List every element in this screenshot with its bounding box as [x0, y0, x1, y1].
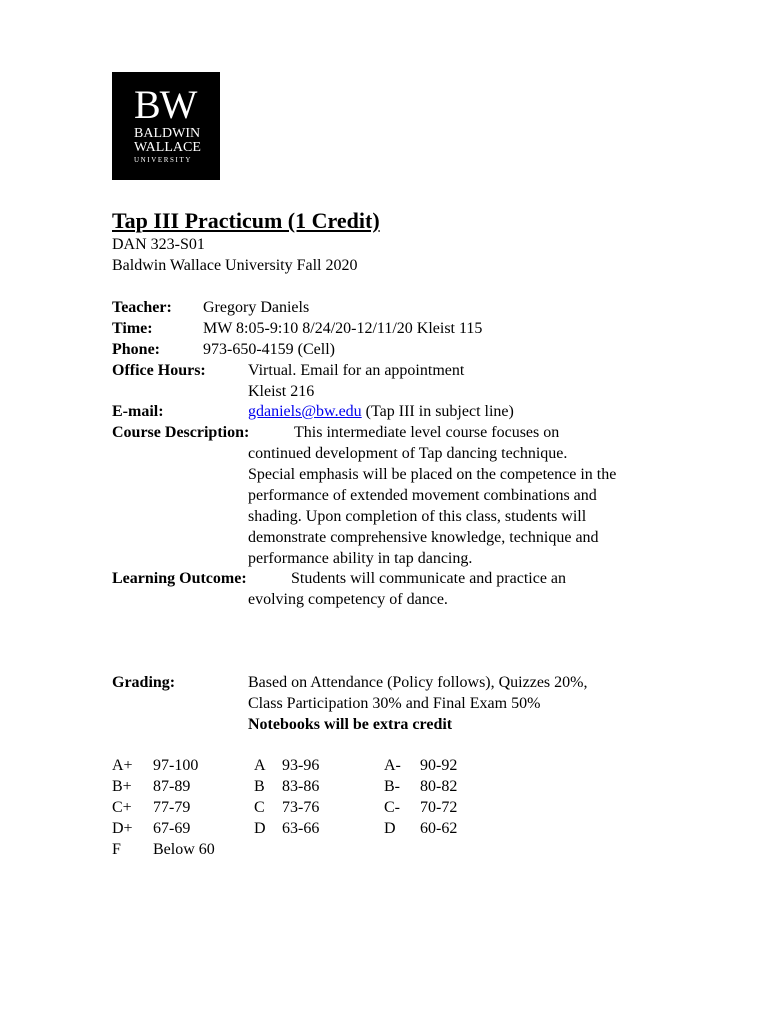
grade-range: 87-89: [153, 778, 191, 795]
description-line-2: continued development of Tap dancing technique.: [248, 445, 568, 462]
grade-letter: A-: [384, 757, 401, 774]
grade-letter: B-: [384, 778, 400, 795]
outcome-line-1: Students will communicate and practice an: [291, 570, 567, 587]
grade-range: 77-79: [153, 799, 191, 816]
phone-value: 973-650-4159 (Cell): [203, 341, 335, 358]
course-title: Tap III Practicum (1 Credit): [112, 208, 380, 233]
grade-letter: B+: [112, 778, 132, 795]
office-hours-label: Office Hours:: [112, 362, 206, 379]
grade-range: 67-69: [153, 820, 191, 837]
office-hours-value: Virtual. Email for an appointment: [248, 362, 465, 379]
email-label: E-mail:: [112, 403, 164, 420]
description-line-5: shading. Upon completion of this class, students will: [248, 508, 587, 525]
grade-range: 60-62: [420, 820, 458, 837]
grade-range: 63-66: [282, 820, 320, 837]
course-description-label: Course Description:: [112, 424, 250, 441]
course-code: DAN 323-S01: [112, 236, 205, 253]
grading-line-1: Based on Attendance (Policy follows), Quizzes 20%,: [248, 674, 588, 691]
grade-range: 73-76: [282, 799, 320, 816]
phone-label: Phone:: [112, 341, 160, 358]
grade-range: 80-82: [420, 778, 458, 795]
grade-letter: B: [254, 778, 265, 795]
email-link[interactable]: gdaniels@bw.edu: [248, 403, 362, 420]
description-line-4: performance of extended movement combinations and: [248, 487, 597, 504]
grade-range: 83-86: [282, 778, 320, 795]
learning-outcome-label: Learning Outcome:: [112, 570, 247, 587]
course-term: Baldwin Wallace University Fall 2020: [112, 257, 358, 274]
description-line-3: Special emphasis will be placed on the competence in the: [248, 466, 617, 483]
grade-letter: C-: [384, 799, 400, 816]
grade-range: 90-92: [420, 757, 458, 774]
grade-letter: C: [254, 799, 265, 816]
teacher-label: Teacher:: [112, 299, 172, 316]
grade-range: 93-96: [282, 757, 320, 774]
grade-letter: D: [254, 820, 266, 837]
grade-letter: A: [254, 757, 266, 774]
time-value: MW 8:05-9:10 8/24/20-12/11/20 Kleist 115: [203, 320, 483, 337]
grading-extra-credit: Notebooks will be extra credit: [248, 716, 453, 733]
logo-line-1: BALDWIN: [134, 126, 201, 141]
outcome-line-2: evolving competency of dance.: [248, 591, 448, 608]
grade-letter: D: [384, 820, 396, 837]
logo-line-3: UNIVERSITY: [134, 156, 192, 164]
time-label: Time:: [112, 320, 153, 337]
teacher-value: Gregory Daniels: [203, 299, 310, 316]
description-line-7: performance ability in tap dancing.: [248, 550, 473, 567]
grade-range: Below 60: [153, 841, 215, 858]
grade-letter: F: [112, 841, 121, 858]
grade-range: 97-100: [153, 757, 199, 774]
grade-letter: A+: [112, 757, 133, 774]
grading-line-2: Class Participation 30% and Final Exam 50%: [248, 695, 541, 712]
description-line-1: This intermediate level course focuses on: [294, 424, 560, 441]
office-location: Kleist 216: [248, 383, 315, 400]
grade-letter: C+: [112, 799, 132, 816]
description-line-6: demonstrate comprehensive knowledge, technique and: [248, 529, 599, 546]
email-note: (Tap III in subject line): [361, 403, 514, 420]
university-logo: [112, 72, 220, 180]
email-line: [248, 401, 514, 422]
grade-letter: D+: [112, 820, 133, 837]
logo-line-2: WALLACE: [134, 140, 201, 155]
grade-range: 70-72: [420, 799, 458, 816]
grading-label: Grading:: [112, 674, 176, 691]
logo-mark: BW: [134, 82, 197, 127]
